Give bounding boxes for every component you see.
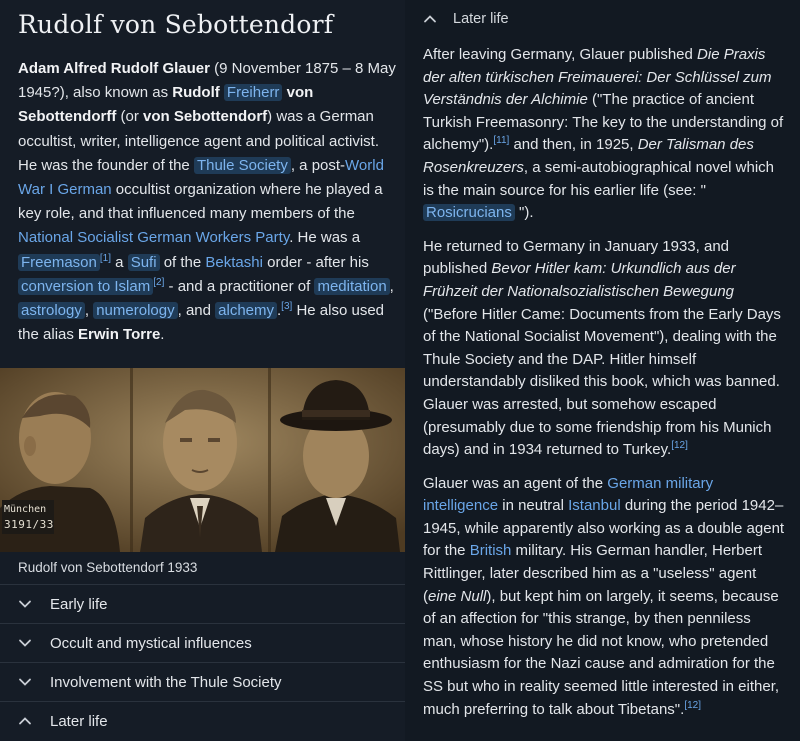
section-occult-influences[interactable]	[0, 623, 405, 662]
body-text: ("Before Hitler Came: Documents from the Early Days of the National Socialist Movement"), dealing with the Thule Society and the DAP. Hitler himself understandably disliked this book, which was banned. Glauer was arrested, but somehow escaped (presumably due to some friendship from his Munich days) and in 1934 returned to Turkey.	[423, 305, 781, 459]
body-text: ").	[514, 204, 534, 222]
link-freiherr[interactable]: Freiherr	[224, 84, 283, 101]
citation-3[interactable]: [3]	[281, 301, 293, 313]
link-sufi[interactable]: Sufi	[128, 254, 160, 271]
intro-text: (9 November 1875 – 8 May 1945?), also known as	[18, 60, 396, 102]
section-early-life[interactable]	[0, 584, 405, 623]
chevron-down-icon	[18, 675, 32, 689]
section-label: Later life	[50, 712, 108, 730]
chevron-up-icon	[18, 714, 32, 728]
body-text: ("The practice of ancient Turkish Freemasonry: The key to the understanding of alchemy").	[423, 91, 784, 154]
quoted-term: eine Null	[428, 587, 487, 605]
body-text: during the period 1942–1945, while apparently also working as a double agent for the	[423, 497, 785, 560]
intro-text: of the	[159, 253, 206, 271]
intro-text: .	[160, 326, 165, 344]
body-text: and then, in 1925,	[509, 136, 638, 154]
intro-text: ,	[389, 277, 394, 295]
later-life-header-label: Later life	[453, 11, 509, 27]
intro-text: ,	[84, 302, 94, 320]
book-title: Der Talisman des Rosenkreuzers	[423, 136, 754, 176]
chevron-down-icon	[18, 597, 32, 611]
section-label: Involvement with the Thule Society	[50, 673, 282, 691]
alias-name: Erwin Torre	[78, 326, 161, 344]
book-title: Bevor Hitler kam: Urkundlich aus der Frühzeit der Nationalsozialistischen Bewegung	[423, 260, 736, 300]
link-meditation[interactable]: meditation	[314, 278, 389, 295]
intro-text: .	[277, 302, 282, 320]
later-life-paragraph-2	[423, 236, 785, 462]
mugshot-photo[interactable]	[0, 368, 405, 552]
citation-12[interactable]: [12]	[671, 440, 688, 452]
citation-1[interactable]: [1]	[99, 252, 111, 264]
link-bektashi[interactable]: Bektashi	[205, 253, 263, 271]
intro-text: - and a practitioner of	[164, 277, 315, 295]
link-conversion-to-islam[interactable]: conversion to Islam	[18, 278, 153, 295]
later-life-paragraph-3	[423, 473, 785, 722]
body-text: He returned to Germany in January 1933, and published	[423, 237, 730, 278]
plate-number: 3191/33	[4, 518, 54, 531]
later-life-paragraph-1	[423, 44, 785, 225]
intro-text: order - after his	[262, 253, 369, 271]
body-text: , a semi-autobiographical novel which is the main source for his earlier life (see: "	[423, 158, 775, 199]
section-label: Occult and mystical influences	[50, 634, 252, 652]
section-thule-involvement[interactable]	[0, 662, 405, 701]
article-right-column	[405, 0, 800, 741]
intro-paragraph	[18, 57, 398, 347]
intro-text: , and	[177, 302, 216, 320]
link-astrology[interactable]: astrology	[18, 302, 85, 319]
body-text: ), but kept him on largely, it seems, because of an affection for "this strange, by then penniless man, whose history he did not know, who pretended enthusiasm for the Nazi cause and admiration for the SS but who in reality seemed little interested in either, much preferring to talk about Tibetans".	[423, 587, 780, 718]
book-title: Die Praxis der alten türkischen Freimauerei: Der Schlüssel zum Verständnis der Alchimie	[423, 46, 772, 109]
link-nsdap[interactable]: National Socialist German Workers Party	[18, 229, 290, 247]
link-british[interactable]: British	[469, 542, 512, 560]
intro-text: (or	[116, 108, 143, 126]
aka-name-3: von Sebottendorf	[143, 108, 268, 126]
citation-2[interactable]: [2]	[153, 276, 165, 288]
link-thule-society[interactable]: Thule Society	[194, 157, 291, 174]
body-text: military. His German handler, Herbert Rittlinger, later described him as a "useless" agent (	[423, 542, 763, 605]
intro-text: . He was a	[289, 229, 361, 247]
citation-12[interactable]: [12]	[684, 699, 701, 711]
intro-text: ) was a German occultist, writer, intelligence agent and political activist. He was the founder of the	[18, 108, 380, 174]
intro-text: He also used the alias	[18, 302, 385, 344]
chevron-up-icon	[423, 12, 437, 26]
citation-11[interactable]: [11]	[493, 135, 510, 147]
link-alchemy[interactable]: alchemy	[215, 302, 277, 319]
intro-text: a	[111, 253, 128, 271]
page-title: Rudolf von Sebottendorf	[18, 10, 334, 39]
intro-text: , a post-	[290, 156, 346, 174]
link-rosicrucians[interactable]: Rosicrucians	[423, 204, 515, 221]
intro-text: occultist organization where he played a key role, and that influenced many members of the	[18, 181, 383, 223]
section-label: Early life	[50, 595, 108, 613]
chevron-down-icon	[18, 636, 32, 650]
link-istanbul[interactable]: Istanbul	[568, 497, 621, 515]
section-later-life[interactable]	[0, 701, 405, 740]
body-text: in neutral	[498, 497, 569, 515]
link-numerology[interactable]: numerology	[93, 302, 177, 319]
aka-name-2: von Sebottendorff	[18, 84, 314, 126]
later-life-body	[423, 44, 785, 732]
link-world-war-i-german[interactable]: World War I German	[18, 156, 384, 199]
body-text: After leaving Germany, Glauer published	[423, 46, 698, 63]
link-freemason[interactable]: Freemason	[18, 254, 100, 271]
aka-name: Rudolf	[172, 84, 224, 102]
mugshot-illustration	[0, 368, 405, 552]
subject-name: Adam Alfred Rudolf Glauer	[18, 60, 210, 77]
mugshot-plate	[4, 502, 54, 532]
photo-caption: Rudolf von Sebottendorf 1933	[18, 560, 198, 575]
later-life-header[interactable]	[405, 0, 800, 38]
body-text: Glauer was an agent of the	[423, 474, 608, 492]
link-german-military-intelligence[interactable]: German military intelligence	[423, 474, 714, 515]
plate-city: München	[4, 504, 47, 515]
